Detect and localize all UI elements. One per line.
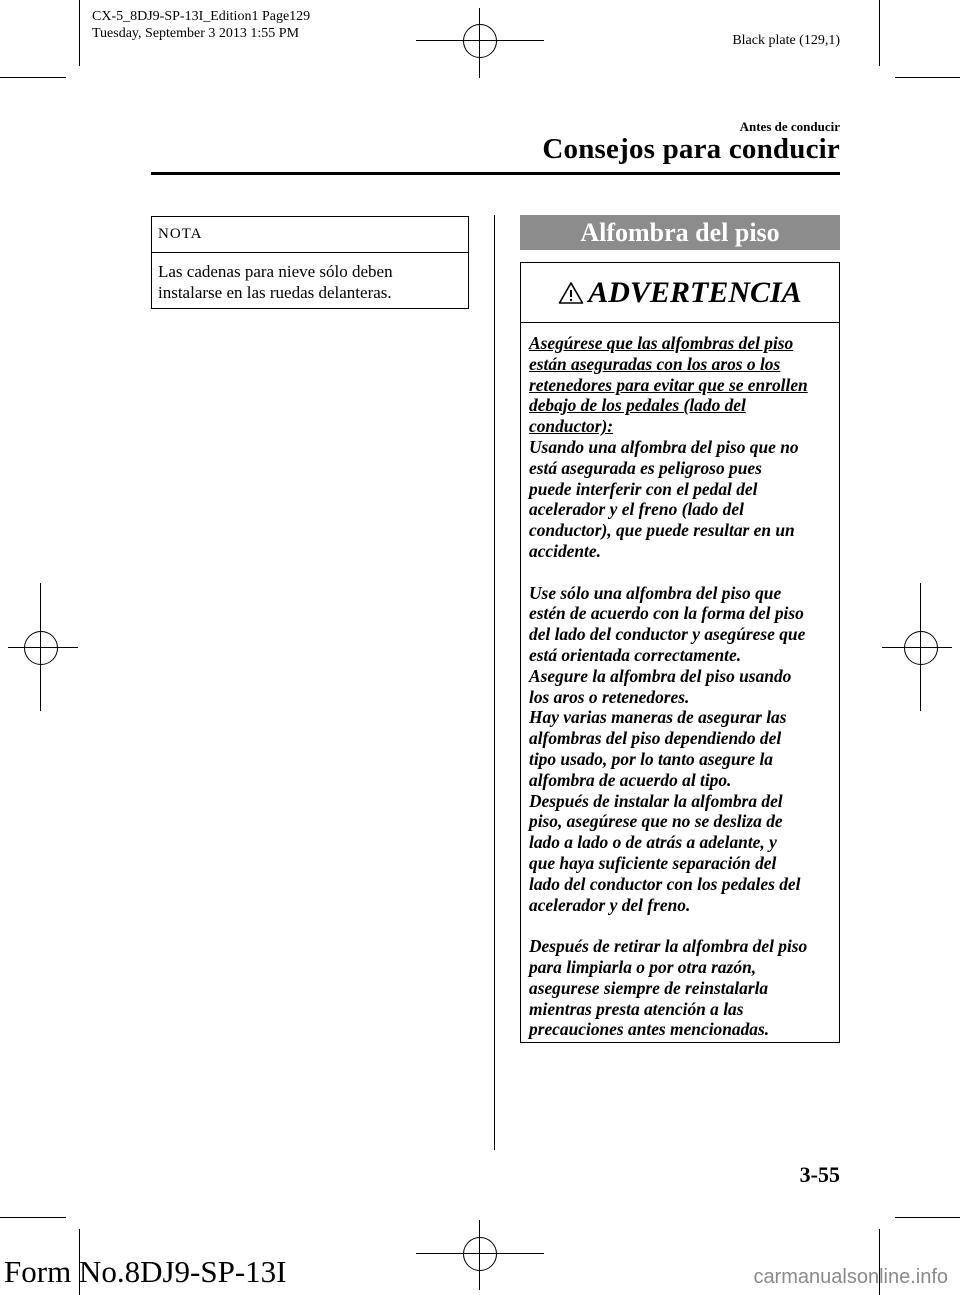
registration-target-right xyxy=(904,631,938,665)
warning-text-line: estén de acuerdo con la forma del piso xyxy=(529,603,804,624)
warning-heading-line: retenedores para evitar que se enrollen xyxy=(529,374,808,395)
warning-box xyxy=(520,262,840,1043)
warning-text-line: que haya suficiente separación del xyxy=(529,852,777,873)
print-job-info xyxy=(92,8,310,42)
warning-text-line: Después de retirar la alfombra del piso xyxy=(529,936,808,957)
note-line: instalarse en las ruedas delanteras. xyxy=(158,283,392,302)
section-title-bar: Alfombra del piso xyxy=(520,215,840,250)
warning-text-line: Use sólo una alfombra del piso que xyxy=(529,582,782,603)
warning-text-line: para limpiarla o por otra razón, xyxy=(529,956,757,977)
warning-text-line: Asegure la alfombra del piso usando xyxy=(529,665,792,686)
warning-heading-line: están aseguradas con los aros o los xyxy=(529,353,781,374)
note-box xyxy=(151,216,469,309)
note-title: NOTA xyxy=(152,217,468,253)
warning-body xyxy=(521,323,839,1040)
page-title: Consejos para conducir xyxy=(542,133,840,165)
form-number: Form No.8DJ9-SP-13I xyxy=(4,1254,287,1289)
warning-text-line: Hay varias maneras de asegurar las xyxy=(529,707,787,728)
warning-text-line: está orientada correctamente. xyxy=(529,644,742,665)
registration-target-left xyxy=(24,631,58,665)
warning-text-line: los aros o retenedores. xyxy=(529,686,690,707)
warning-text-line: Después de instalar la alfombra del xyxy=(529,790,783,811)
registration-target-bottom xyxy=(463,1237,497,1271)
warning-heading-line: conductor): xyxy=(529,416,614,437)
warning-text-line: mientras presta atención a las xyxy=(529,998,744,1019)
column-divider xyxy=(494,215,495,1150)
warning-text-line: lado a lado o de atrás a adelante, y xyxy=(529,832,777,853)
warning-triangle-icon xyxy=(558,281,584,305)
warning-text-line: está asegurada es peligroso pues xyxy=(529,457,762,478)
warning-text-line: Usando una alfombra del piso que no xyxy=(529,436,799,457)
warning-text-line: asegurese siempre de reinstalarla xyxy=(529,977,769,998)
warning-text-line: acelerador y el freno (lado del xyxy=(529,499,744,520)
warning-text-line: piso, asegúrese que no se desliza de xyxy=(529,811,783,832)
warning-text-line: alfombra de acuerdo al tipo. xyxy=(529,769,732,790)
warning-heading-line: Asegúrese que las alfombras del piso xyxy=(529,333,794,353)
registration-target-top xyxy=(463,24,497,58)
watermark: carmanualsonline.info xyxy=(753,1266,948,1288)
warning-text-line: accidente. xyxy=(529,540,601,561)
warning-heading-line: debajo de los pedales (lado del xyxy=(529,395,746,416)
warning-text-line: tipo usado, por lo tanto asegure la xyxy=(529,748,773,769)
page-number: 3-55 xyxy=(799,1162,840,1187)
warning-text-line: lado del conductor con los pedales del xyxy=(529,873,801,894)
warning-label: ADVERTENCIA xyxy=(588,275,802,309)
warning-text-line: precauciones antes mencionadas. xyxy=(529,1019,770,1040)
note-body xyxy=(152,253,468,303)
print-job-line-1: CX-5_8DJ9-SP-13I_Edition1 Page129 xyxy=(92,9,311,24)
plate-label: Black plate (129,1) xyxy=(732,33,840,48)
warning-text-line: del lado del conductor y asegúrese que xyxy=(529,624,806,645)
warning-text-line: acelerador y del freno. xyxy=(529,894,691,915)
print-job-line-2: Tuesday, September 3 2013 1:55 PM xyxy=(92,26,300,41)
warning-text-line: conductor), que puede resultar en un xyxy=(529,520,795,541)
warning-text-line: puede interferir con el pedal del xyxy=(529,478,758,499)
warning-header xyxy=(521,263,839,323)
note-line: Las cadenas para nieve sólo deben xyxy=(158,262,393,281)
warning-text-line: alfombras del piso dependiendo del xyxy=(529,728,782,749)
chapter-label: Antes de conducir xyxy=(739,119,840,134)
header-rule xyxy=(151,172,840,175)
